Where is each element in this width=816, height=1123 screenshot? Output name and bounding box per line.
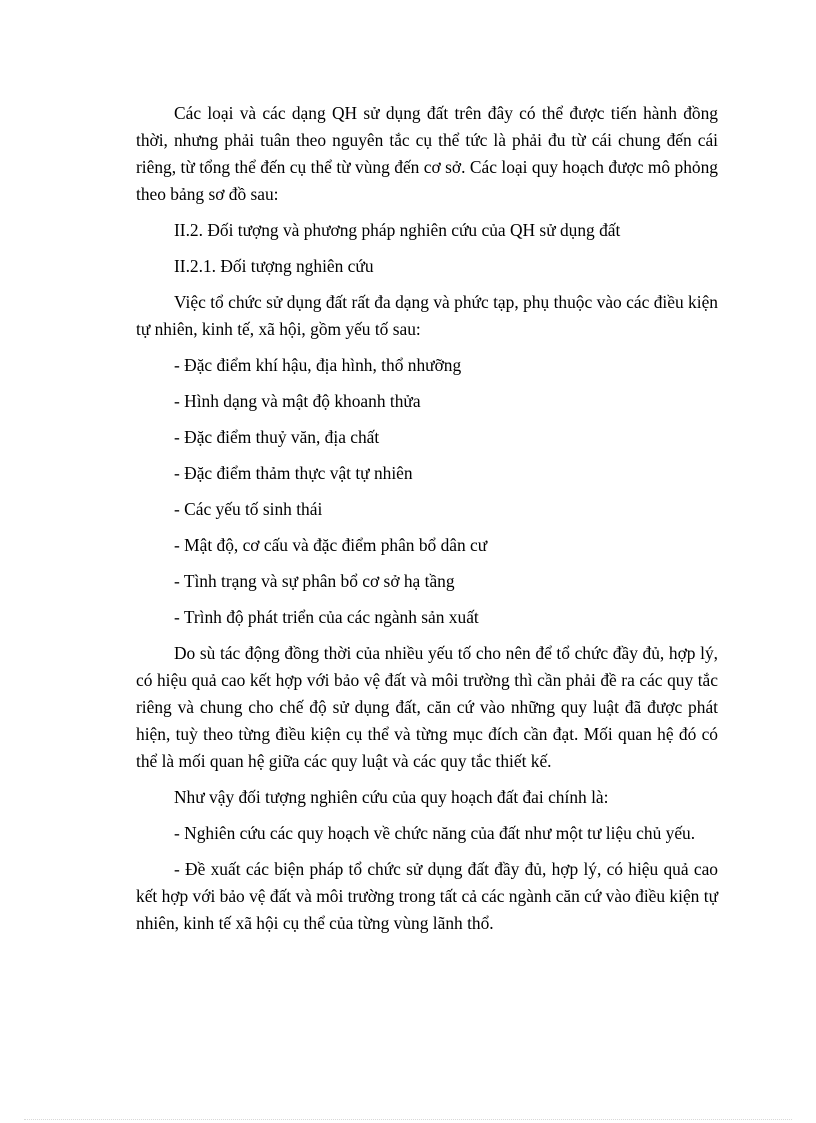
section-heading: II.2. Đối tượng và phương pháp nghiên cứu của QH sử dụng đất <box>174 220 621 240</box>
factor-item: - Trình độ phát triển của các ngành sản xuất <box>174 607 479 627</box>
factor-item: - Mật độ, cơ cấu và đặc điểm phân bổ dân cư <box>174 535 488 555</box>
subsection-heading: II.2.1. Đối tượng nghiên cứu <box>174 256 374 276</box>
factor-item: - Hình dạng và mật độ khoanh thửa <box>174 391 421 411</box>
factor-item: - Tình trạng và sự phân bổ cơ sở hạ tầng <box>174 571 455 591</box>
factor-item: - Đặc điểm thuỷ văn, địa chất <box>174 427 380 447</box>
impact-paragraph: Do sù tác động đồng thời của nhiều yếu tố cho nên để tổ chức đầy đủ, hợp lý, có hiệu quả cao kết hợp với bảo vệ đất và môi trường thì cần phải đề ra các quy tắc riêng và chung cho chế độ sử dụng đất, căn cứ vào những quy luật đã được phát hiện, tuỳ theo từng điều kiện cụ thể và từng mục đích cần đạt. Mối quan hệ đó có thể là mối quan hệ giữa các quy luật và các quy tắc thiết kế. <box>136 643 718 771</box>
object-item: - Nghiên cứu các quy hoạch về chức năng của đất như một tư liệu chủ yếu. <box>174 823 696 843</box>
factor-item: - Đặc điểm khí hậu, địa hình, thổ nhưỡng <box>174 355 462 375</box>
objects-intro-paragraph: Như vậy đối tượng nghiên cứu của quy hoạch đất đai chính là: <box>174 787 609 807</box>
factor-item: - Đặc điểm thảm thực vật tự nhiên <box>174 463 413 483</box>
intro-paragraph: Các loại và các dạng QH sử dụng đất trên đây có thể được tiến hành đồng thời, nhưng phải tuân theo nguyên tắc cụ thể tức là phải đu từ cái chung đến cái riêng, từ tổng thể đến cụ thể từ vùng đến cơ sở. Các loại quy hoạch được mô phỏng theo bảng sơ đồ sau: <box>136 103 718 204</box>
factors-intro-paragraph: Việc tổ chức sử dụng đất rất đa dạng và phức tạp, phụ thuộc vào các điều kiện tự nhiên, kinh tế, xã hội, gồm yếu tố sau: <box>136 292 718 339</box>
document-body <box>136 100 718 946</box>
page-bottom-divider <box>24 1119 792 1120</box>
object-item: - Đề xuất các biện pháp tổ chức sử dụng đất đầy đủ, hợp lý, có hiệu quả cao kết hợp với bảo vệ đất và môi trường trong tất cả các ngành căn cứ vào điều kiện tự nhiên, kinh tế xã hội cụ thể của từng vùng lãnh thổ. <box>136 859 718 933</box>
factor-item: - Các yếu tố sinh thái <box>174 499 323 519</box>
